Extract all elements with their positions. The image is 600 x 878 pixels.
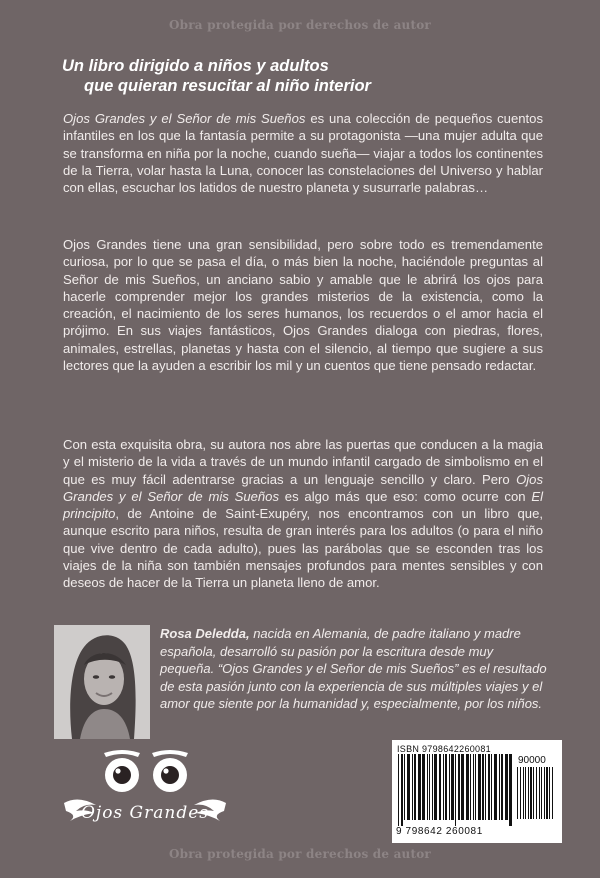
barcode-bar <box>525 767 526 819</box>
barcode-bar <box>552 767 553 819</box>
barcode-bar <box>494 754 497 820</box>
barcode-bar <box>517 767 518 819</box>
barcode-bar <box>505 754 508 820</box>
barcode-bar <box>398 754 399 826</box>
synopsis-paragraph-2: Ojos Grandes tiene una gran sensibilidad, pero sobre todo es tremendamente curiosa, por lo que se pasa el día, o más bien la noche, haciéndole preguntas al Señor de mis Sueños, un anciano sabio y amable que le abrirá los ojos para hacerle comprender mejor los grandes misterios de la existencia, como la creación, el nacimiento de los seres humanos, los recuerdos o el amor hacia el prójimo. En sus viajes fantásticos, Ojos Grandes dialoga con piedras, flores, animales, estrellas, planetas y hasta con el silencio, al tiempo que sugiere a sus lectores que la ayuden a escribir los mil y un cuentos que tiene pensado redactar. <box>63 237 543 374</box>
barcode-bar <box>458 754 460 820</box>
barcode-bar <box>455 754 456 826</box>
paragraph-3-text-b: es algo más que eso: como ocurre con <box>279 488 532 504</box>
barcode-bar <box>461 754 464 820</box>
barcode-bar <box>427 754 428 820</box>
paragraph-1-text: es una colección de pequeños cuentos infantiles en los que la fantasía permite a su protagonista —una mujer adulta que se transforma en niña por la noche, cuando sueña— viajar a todos los continentes de la Tierra, volar hasta la Luna, conocer las constelaciones del Universo y hablar con ellas, escuchar los latidos de nuestro planeta y susurrarle palabras… <box>63 111 543 196</box>
barcode-bar <box>445 754 447 820</box>
barcode-bar <box>539 767 540 819</box>
barcode-bar <box>466 754 469 820</box>
barcode-bar <box>501 754 503 820</box>
barcode-bar <box>418 754 421 820</box>
barcode-bar <box>523 767 524 819</box>
barcode-bar <box>520 767 521 819</box>
logo-text: Ojos Grandes <box>80 803 210 823</box>
barcode-bar <box>414 754 416 820</box>
author-name: Rosa Deledda, <box>160 626 250 641</box>
isbn-barcode <box>392 740 562 843</box>
barcode-bar <box>434 754 437 820</box>
barcode-bar <box>401 754 403 826</box>
headline-line-2: que quieran resucitar al niño interior <box>84 77 371 95</box>
barcode-bar <box>488 754 490 820</box>
author-bio <box>160 625 548 713</box>
barcode-bar <box>451 754 454 820</box>
book-title-italic-2: Ojos Grandes y el Señor de mis Sueños <box>63 471 543 504</box>
barcode-bar <box>546 767 548 819</box>
watermark-bottom: Obra protegida por derechos de autor <box>169 847 431 861</box>
barcode-bar <box>432 754 433 820</box>
paragraph-3-text-c: , de Antoine de Saint-Exupéry, nos encontramos con un libro que, aunque escrito para niños, resulta de gran interés para los adultos (o para el niño que vive dentro de cada adulto), pues las parábolas que se esconden tras los viajes de la niña son también mensajes profundos para mentes sensibles y con deseos de hacer de la Tierra un planeta lleno de amor. <box>63 506 543 591</box>
book-title-italic: Ojos Grandes y el Señor de mis Sueños <box>63 111 306 126</box>
barcode-bar <box>404 754 405 820</box>
barcode-bar <box>478 754 481 820</box>
barcode-bar <box>509 754 512 826</box>
barcode-bar <box>530 767 532 819</box>
isbn-label: ISBN 9798642260081 <box>397 744 491 754</box>
barcode-bars <box>397 754 513 826</box>
barcode-bar <box>541 767 542 819</box>
barcode-bar <box>473 754 474 820</box>
barcode-bar <box>412 754 413 820</box>
barcode-bar <box>528 767 529 819</box>
headline-line-1: Un libro dirigido a niños y adultos <box>62 57 329 75</box>
ojos-grandes-logo <box>56 745 234 841</box>
barcode-bar <box>533 767 534 819</box>
el-principito-italic: El principito <box>63 488 543 522</box>
barcode-bar <box>439 754 441 820</box>
barcode-bar <box>491 754 492 820</box>
barcode-bar <box>549 767 550 819</box>
barcode-bar <box>422 754 425 820</box>
barcode-bar <box>485 754 486 820</box>
paragraph-3-text-a: Con esta exquisita obra, su autora nos abre las puertas que conducen a la magia y el misterio de la vida a través de un mundo infantil cargado de simbolismo en el que es muy fácil adentrarse gracias a un lenguaje sencillo y claro. Pero <box>63 437 543 487</box>
price-code: 90000 <box>518 755 546 766</box>
barcode-bar <box>443 754 444 820</box>
barcode-bar <box>429 754 430 820</box>
addon-barcode-bars <box>516 767 556 825</box>
synopsis-paragraph-3 <box>63 436 543 592</box>
synopsis-paragraph-1 <box>63 110 543 196</box>
barcode-bar <box>470 754 471 820</box>
watermark-top: Obra protegida por derechos de autor <box>169 18 431 32</box>
barcode-bar <box>482 754 484 820</box>
barcode-bar <box>544 767 545 819</box>
barcode-bar <box>499 754 500 820</box>
barcode-bar <box>449 754 450 820</box>
barcode-bar <box>475 754 476 820</box>
barcode-bar <box>536 767 537 819</box>
author-photo <box>54 625 150 739</box>
barcode-digits: 9 798642 260081 <box>396 826 483 837</box>
headline <box>62 56 542 96</box>
author-bio-text: nacida en Alemania, de padre italiano y madre española, desarrolló su pasión por la escritura desde muy pequeña. “Ojos Grandes y el Señor de mis Sueños” es el resultado de esta pasión junto con la experiencia de sus múltiples viajes y el amor que siente por la humanidad y, especialmente, por los niños. <box>160 626 547 712</box>
barcode-bar <box>407 754 410 820</box>
